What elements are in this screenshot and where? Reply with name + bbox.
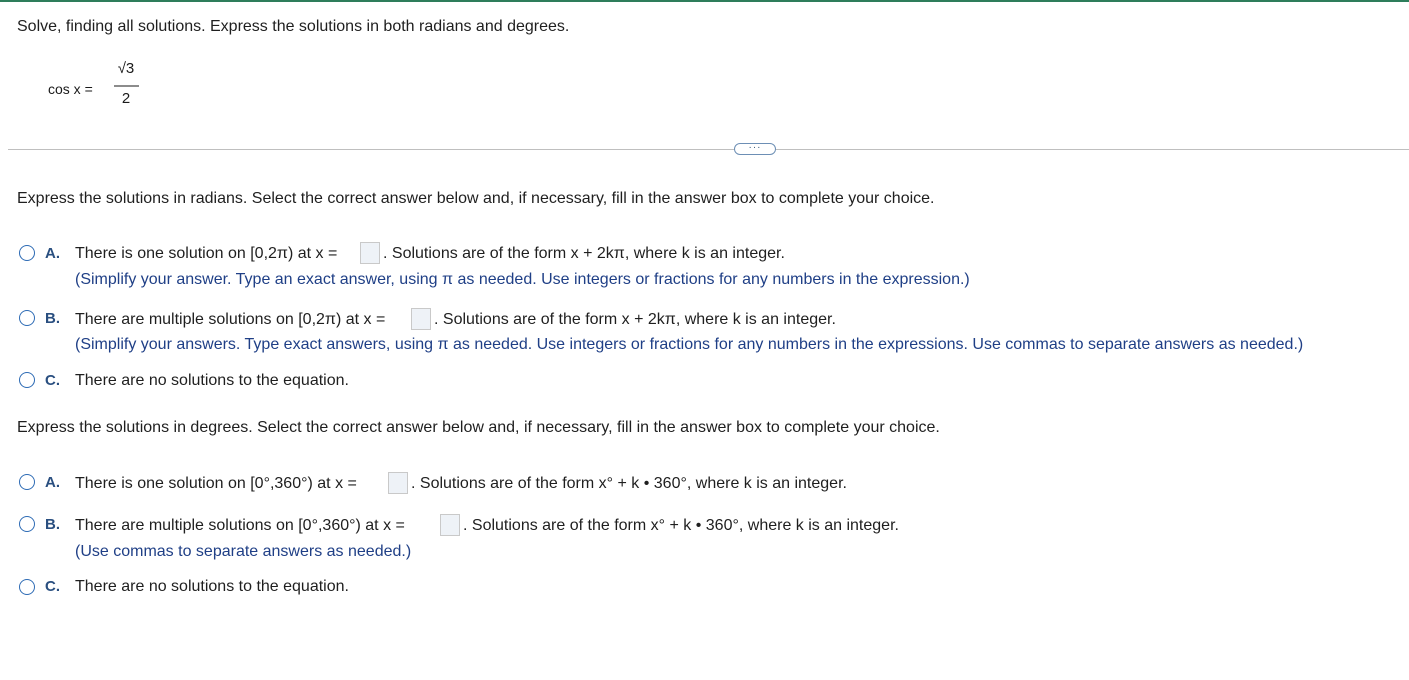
degrees-option-a-text: There is one solution on [0°,360°) at x = <box>75 475 357 492</box>
degrees-option-a-letter: A. <box>45 474 60 491</box>
degrees-option-a-answer-box[interactable] <box>388 472 408 494</box>
degrees-option-a-radio[interactable] <box>19 474 35 490</box>
radians-option-b-radio[interactable] <box>19 310 35 326</box>
radians-option-b-letter: B. <box>45 310 60 327</box>
fraction-denominator: 2 <box>121 90 131 107</box>
section-divider <box>8 149 1409 150</box>
radians-option-a-text: There is one solution on [0,2π) at x = <box>75 245 338 262</box>
degrees-option-c-letter: C. <box>45 578 60 595</box>
radians-option-c-letter: C. <box>45 372 60 389</box>
radians-option-a-answer-box[interactable] <box>360 242 380 264</box>
problem-instruction: Solve, finding all solutions. Express the solutions in both radians and degrees. <box>17 18 570 35</box>
radians-option-a-hint: (Simplify your answer. Type an exact answer, using π as needed. Use integers or fractions for any numbers in the expression.) <box>75 271 970 288</box>
degrees-option-b-radio[interactable] <box>19 516 35 532</box>
radians-prompt: Express the solutions in radians. Select the correct answer below and, if necessary, fill in the answer box to complete your choice. <box>17 190 935 207</box>
radians-option-b-text: There are multiple solutions on [0,2π) at x = <box>75 311 386 328</box>
degrees-option-b-form: . Solutions are of the form x° + k • 360°, where k is an integer. <box>463 517 899 534</box>
equation-fraction <box>112 58 140 110</box>
degrees-option-c-text: There are no solutions to the equation. <box>75 578 349 595</box>
degrees-option-b-answer-box[interactable] <box>440 514 460 536</box>
more-options-button[interactable]: ··· <box>734 143 776 155</box>
degrees-option-b-text: There are multiple solutions on [0°,360°) at x = <box>75 517 405 534</box>
equation-lhs: cos x = <box>48 81 93 97</box>
top-accent-bar <box>0 0 1409 2</box>
fraction-numerator: √3 <box>117 60 135 77</box>
degrees-option-b-hint: (Use commas to separate answers as needed.) <box>75 543 412 560</box>
radians-option-b-answer-box[interactable] <box>411 308 431 330</box>
degrees-option-b-letter: B. <box>45 516 60 533</box>
radians-option-a-form: . Solutions are of the form x + 2kπ, where k is an integer. <box>383 245 785 262</box>
radians-option-b-form: . Solutions are of the form x + 2kπ, where k is an integer. <box>434 311 836 328</box>
radians-option-a-letter: A. <box>45 245 60 262</box>
degrees-option-c-radio[interactable] <box>19 579 35 595</box>
radians-option-c-radio[interactable] <box>19 372 35 388</box>
radians-option-a-radio[interactable] <box>19 245 35 261</box>
degrees-option-a-form: . Solutions are of the form x° + k • 360°, where k is an integer. <box>411 475 847 492</box>
radians-option-b-hint: (Simplify your answers. Type exact answers, using π as needed. Use integers or fractions for any numbers in the expressions. Use commas to separate answers as needed.) <box>75 336 1304 353</box>
degrees-prompt: Express the solutions in degrees. Select the correct answer below and, if necessary, fill in the answer box to complete your choice. <box>17 419 940 436</box>
radians-option-c-text: There are no solutions to the equation. <box>75 372 349 389</box>
